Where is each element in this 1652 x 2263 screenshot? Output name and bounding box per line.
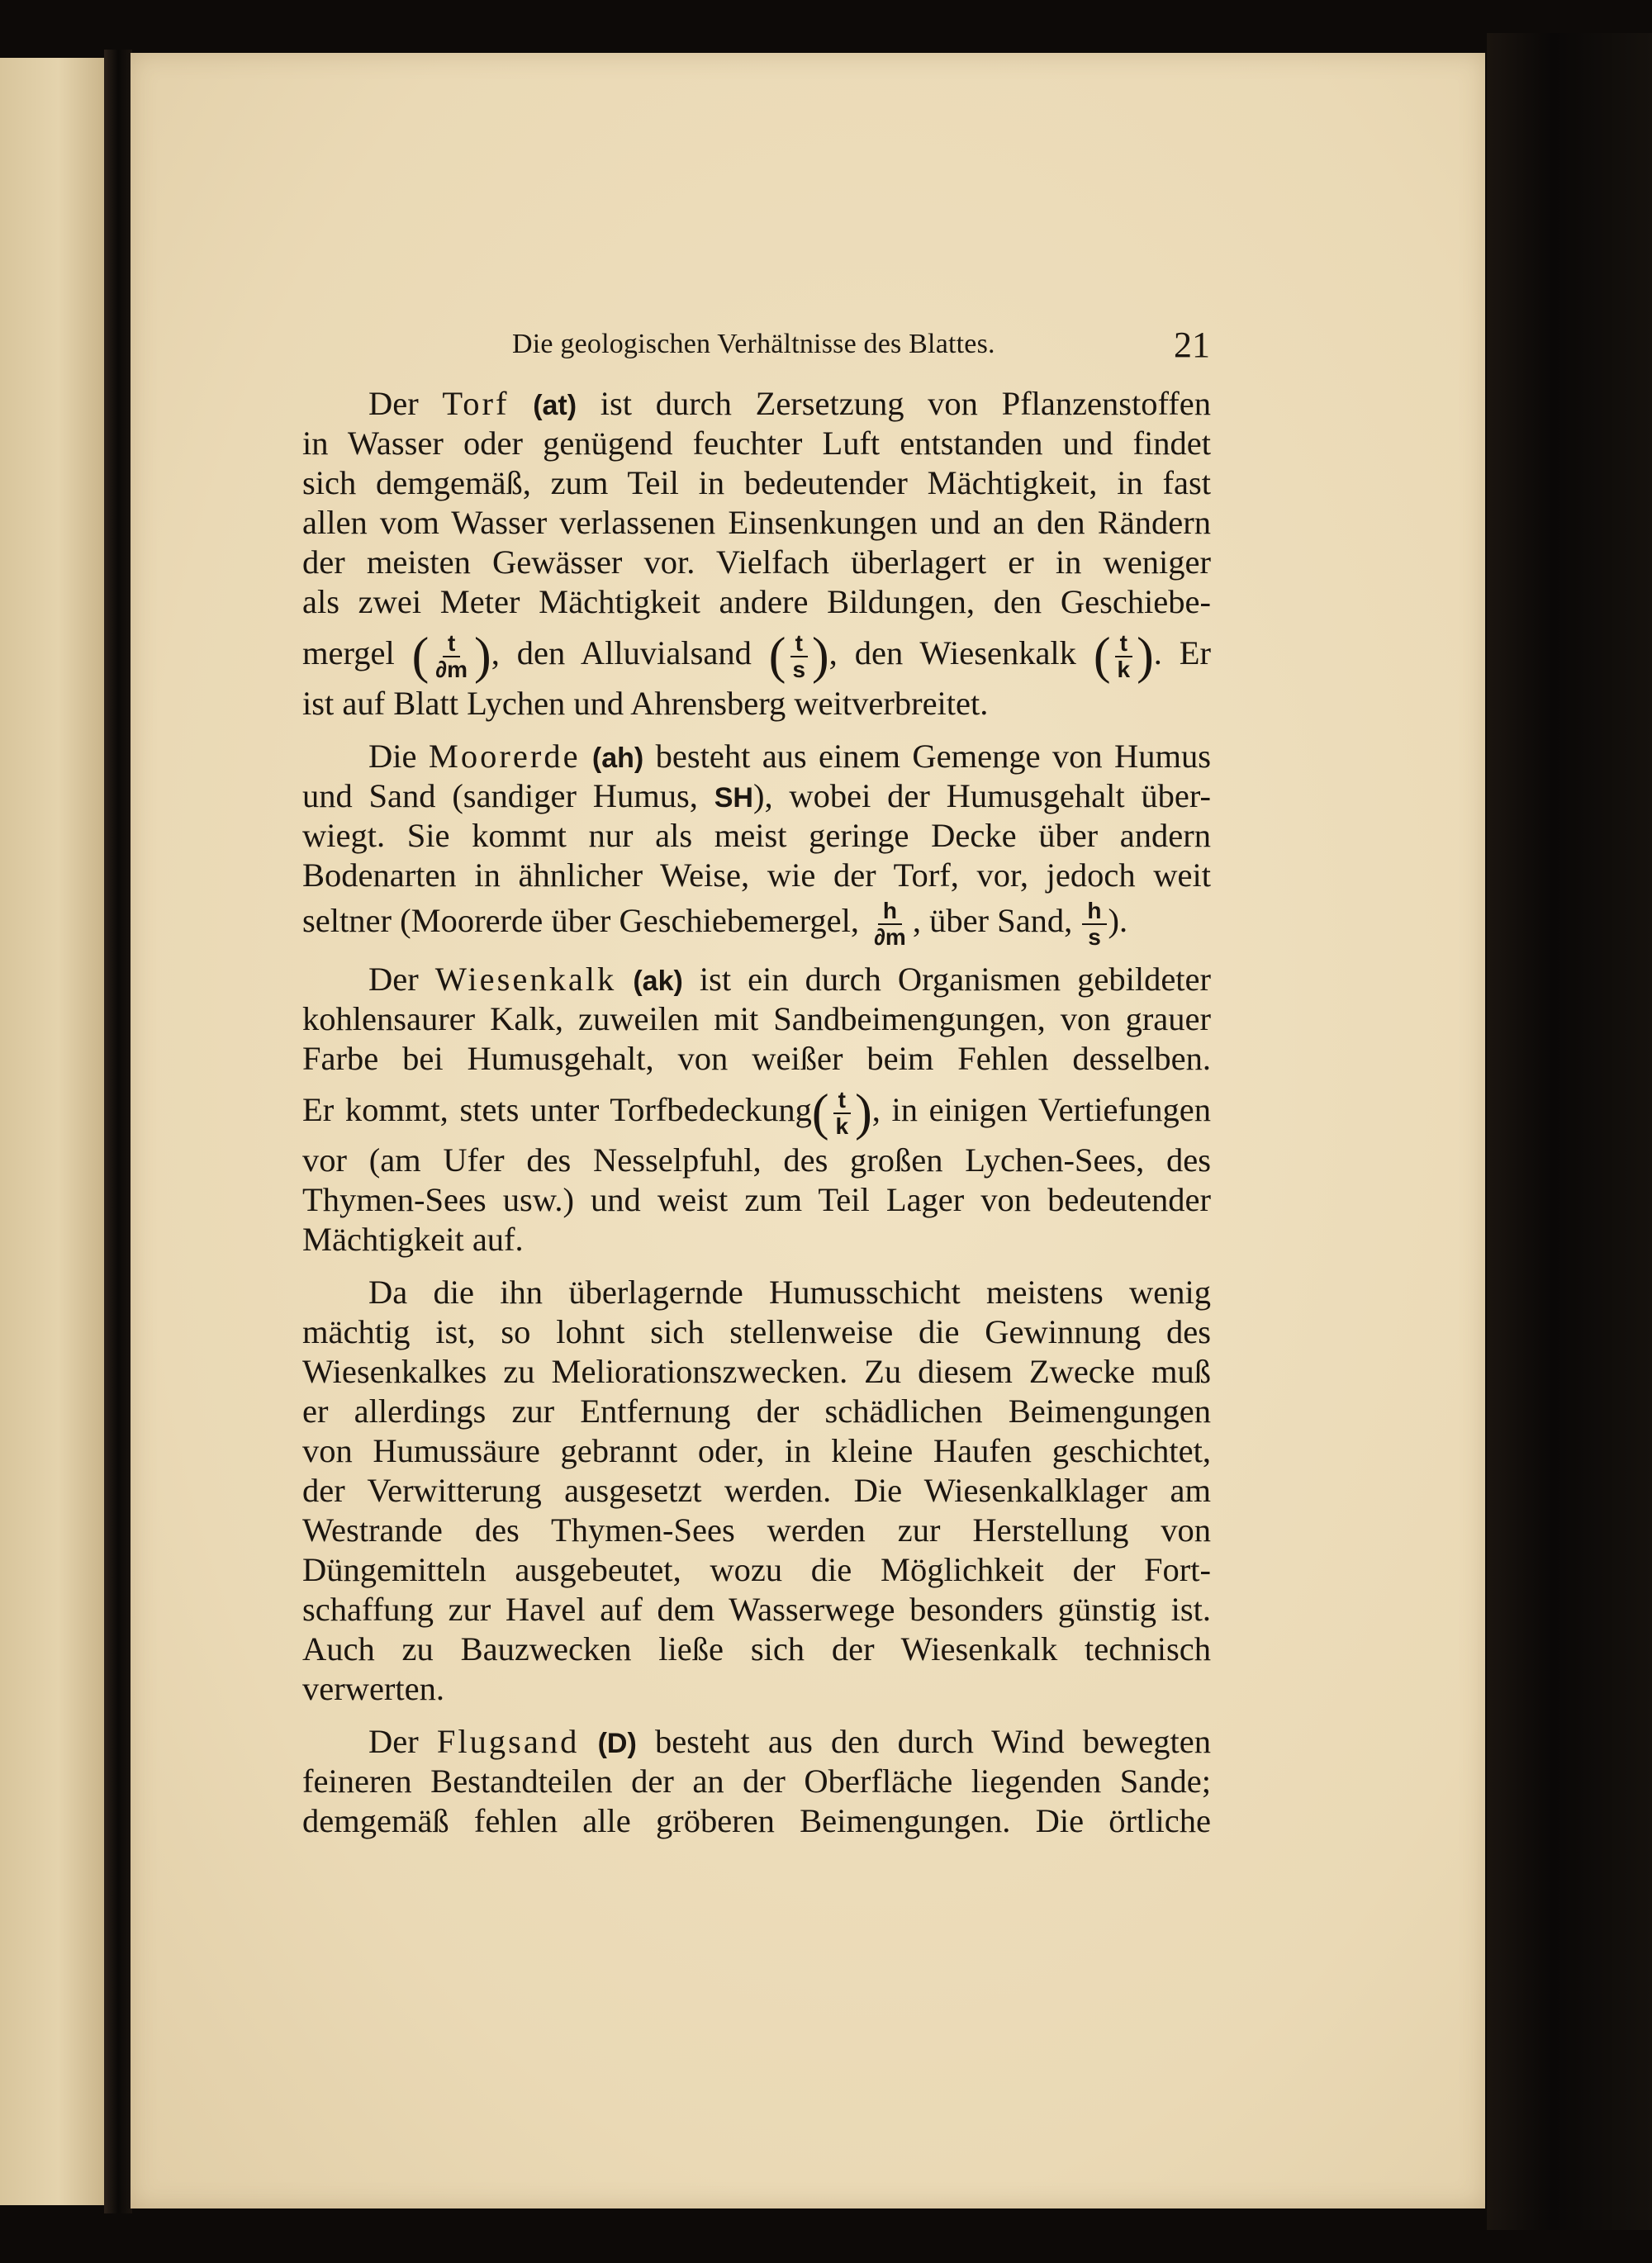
text-line: Westrande des Thymen-Sees werden zur Herstellung von — [302, 1511, 1211, 1549]
symbol-fraction: $\frac{t}{\partial m}$ — [435, 629, 468, 682]
left-page-edge — [0, 58, 106, 2205]
paragraph-flugsand — [302, 1722, 1211, 1841]
text-line: in Wasser oder genügend feuchter Luft entstanden und findet — [302, 425, 1211, 462]
text-line: mächtig ist, so lohnt sich stellenweise die Gewinnung des — [302, 1313, 1211, 1350]
text-line: der meisten Gewässer vor. Vielfach überlagert er in weniger — [302, 543, 1211, 581]
text-line: Da die ihn überlagernde Humusschicht meistens wenig — [368, 1274, 1211, 1311]
book-gutter — [104, 50, 132, 2213]
symbol-fraction: $\frac{t}{k}$ — [1113, 631, 1136, 682]
symbol-fraction: $\frac{t}{k}$ — [830, 1088, 853, 1139]
page-header — [512, 324, 1210, 365]
text-line: vor (am Ufer des Nesselpfuhl, des großen Lychen-Sees, des — [302, 1141, 1211, 1179]
text-line: demgemäß fehlen alle gröberen Beimengungen. Die örtliche — [302, 1802, 1211, 1839]
text-line-with-symbols: Er kommt, stets unter Torfbedeckung( $\frac{t}{k}$ ), in einigen Vertiefungen — [302, 1084, 1211, 1141]
text-line: wiegt. Sie kommt nur als meist geringe Decke über andern — [302, 817, 1211, 854]
text-line: sich demgemäß, zum Teil in bedeutender Mächtigkeit, in fast — [302, 464, 1211, 501]
text-line: ist auf Blatt Lychen und Ahrensberg weitverbreitet. — [302, 685, 989, 722]
text-line: von Humussäure gebrannt oder, in kleine Haufen geschichtet, — [302, 1432, 1211, 1469]
paragraph-humusschicht — [302, 1273, 1211, 1709]
paragraph-wiesenkalk — [302, 960, 1211, 1260]
text-line: Thymen-Sees usw.) und weist zum Teil Lager von bedeutender — [302, 1181, 1211, 1218]
text-line: Die Moorerde (ah) besteht aus einem Gemenge von Humus — [368, 738, 1212, 775]
text-line: der Verwitterung ausgesetzt werden. Die Wiesenkalklager am — [302, 1472, 1211, 1509]
text-line: er allerdings zur Entfernung der schädlichen Beimengungen — [302, 1392, 1211, 1430]
running-title: Die geologischen Verhältnisse des Blattes. — [512, 329, 995, 359]
page-number: 21 — [1174, 325, 1210, 365]
symbol-fraction: $\frac{h}{\partial m}$ — [874, 897, 906, 950]
text-line: Wiesenkalkes zu Meliorationszwecken. Zu diesem Zwecke muß — [302, 1353, 1211, 1390]
symbol-fraction: $\frac{t}{s}$ — [787, 631, 810, 682]
text-line: kohlensaurer Kalk, zuweilen mit Sandbeimengungen, von grauer — [302, 1000, 1211, 1037]
text-line: Mächtigkeit auf. — [302, 1221, 524, 1258]
symbol-fraction: $\frac{h}{s}$ — [1082, 899, 1106, 950]
text-line: Der Wiesenkalk (ak) ist ein durch Organismen gebildeter — [368, 961, 1212, 998]
book-cover-edge — [1487, 33, 1652, 2230]
body-text — [302, 384, 1211, 1841]
text-line: Farbe bei Humusgehalt, von weißer beim Fehlen desselben. — [302, 1040, 1211, 1077]
text-line: Auch zu Bauzwecken ließe sich der Wiesenkalk technisch — [302, 1630, 1211, 1668]
text-line: feineren Bestandteilen der an der Oberfläche liegenden Sande; — [302, 1762, 1211, 1800]
text-line: Bodenarten in ähnlicher Weise, wie der Torf, vor, jedoch weit — [302, 856, 1211, 894]
paragraph-torf — [302, 384, 1211, 723]
text-line: Der Flugsand (D) besteht aus den durch Wind bewegten — [368, 1723, 1211, 1760]
text-line-with-symbols: seltner (Moorerde über Geschiebemergel, $\frac{h}{\partial m}$ , über Sand, $\frac{h}{s}$ ). — [302, 897, 1128, 950]
text-line: Düngemitteln ausgebeutet, wozu die Möglichkeit der Fort- — [302, 1551, 1211, 1588]
text-line: allen vom Wasser verlassenen Einsenkungen und an den Rändern — [302, 504, 1211, 541]
text-line: als zwei Meter Mächtigkeit andere Bildungen, den Geschiebe- — [302, 583, 1211, 620]
text-line-with-symbols: mergel ( $\frac{t}{\partial m}$ ), den Alluvialsand ( $\frac{t}{s}$ ), den Wiesenkalk ( $\frac{t}{k}$ ). Er — [302, 628, 1212, 685]
paragraph-moorerde — [302, 737, 1212, 950]
text-line: schaffung zur Havel auf dem Wasserwege besonders günstig ist. — [302, 1591, 1211, 1628]
text-line: Der Torf (at) ist durch Zersetzung von Pflanzenstoffen — [368, 385, 1212, 422]
text-line: und Sand (sandiger Humus, SH), wobei der Humusgehalt über- — [302, 777, 1212, 814]
text-line: verwerten. — [302, 1670, 445, 1707]
